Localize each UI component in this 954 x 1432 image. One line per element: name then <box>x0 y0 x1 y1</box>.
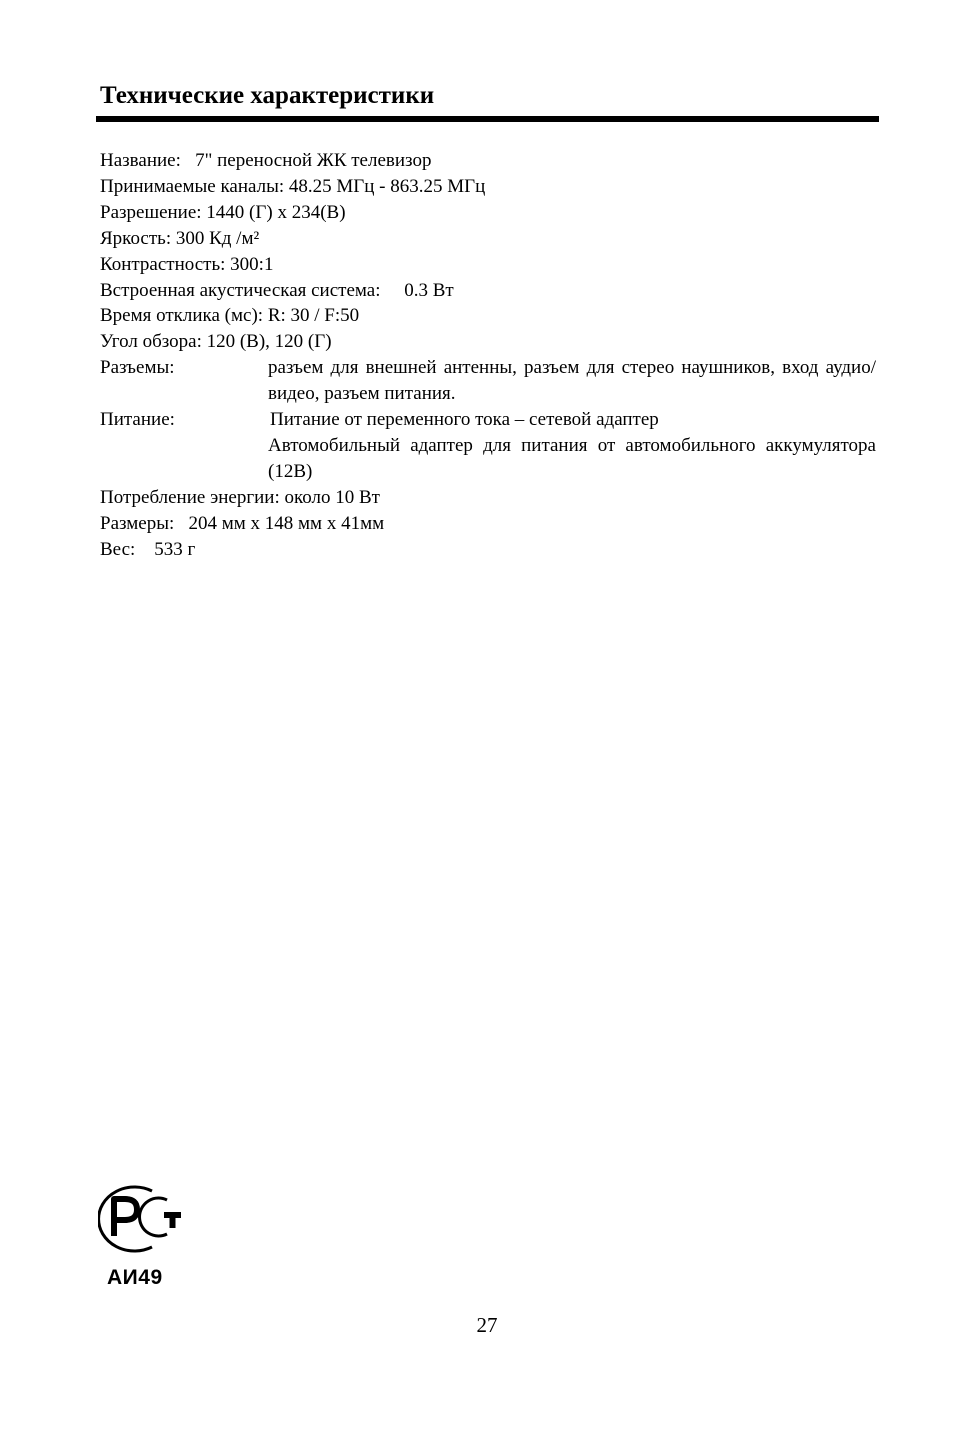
spec-speakers: Встроенная акустическая система: 0.3 Вт <box>100 279 454 301</box>
spec-viewing-angle: Угол обзора: 120 (В), 120 (Г) <box>100 331 332 353</box>
spec-connectors-value: разъем для внешней антенны, разъем для стерео наушников, вход аудио/видео, разъем питания. <box>268 357 876 405</box>
spec-weight: Вес: 533 г <box>100 538 196 560</box>
spec-name: Название: 7" переносной ЖК телевизор <box>100 150 432 171</box>
spec-consumption: Потребление энергии: около 10 Вт <box>100 486 380 508</box>
spec-dimensions: Размеры: 204 мм x 148 мм x 41мм <box>100 512 385 534</box>
spec-power-values <box>268 407 876 485</box>
spec-connectors-label: Разъемы: <box>100 357 175 379</box>
spec-power <box>100 407 876 485</box>
rst-certification-mark-icon <box>98 1184 184 1254</box>
spec-power-ac: Питание от переменного тока – сетевой адаптер <box>270 409 659 431</box>
page-title: Технические характеристики <box>100 82 435 109</box>
title-underline <box>96 116 879 122</box>
certification-code: АИ49 <box>107 1266 163 1289</box>
page-number: 27 <box>476 1313 498 1337</box>
spec-power-label: Питание: <box>100 409 175 431</box>
spec-power-car: Автомобильный адаптер для питания от автомобильного аккумулятора (12В) <box>268 434 876 482</box>
spec-channels: Принимаемые каналы: 48.25 МГц - 863.25 МГц <box>100 175 486 197</box>
spec-resolution: Разрешение: 1440 (Г) x 234(В) <box>100 201 346 223</box>
spec-response-time: Время отклика (мс): R: 30 / F:50 <box>100 305 360 327</box>
spec-brightness: Яркость: 300 Кд /м² <box>100 227 260 249</box>
specifications-list <box>100 148 876 563</box>
spec-connectors <box>100 355 876 407</box>
spec-contrast: Контрастность: 300:1 <box>100 253 274 275</box>
